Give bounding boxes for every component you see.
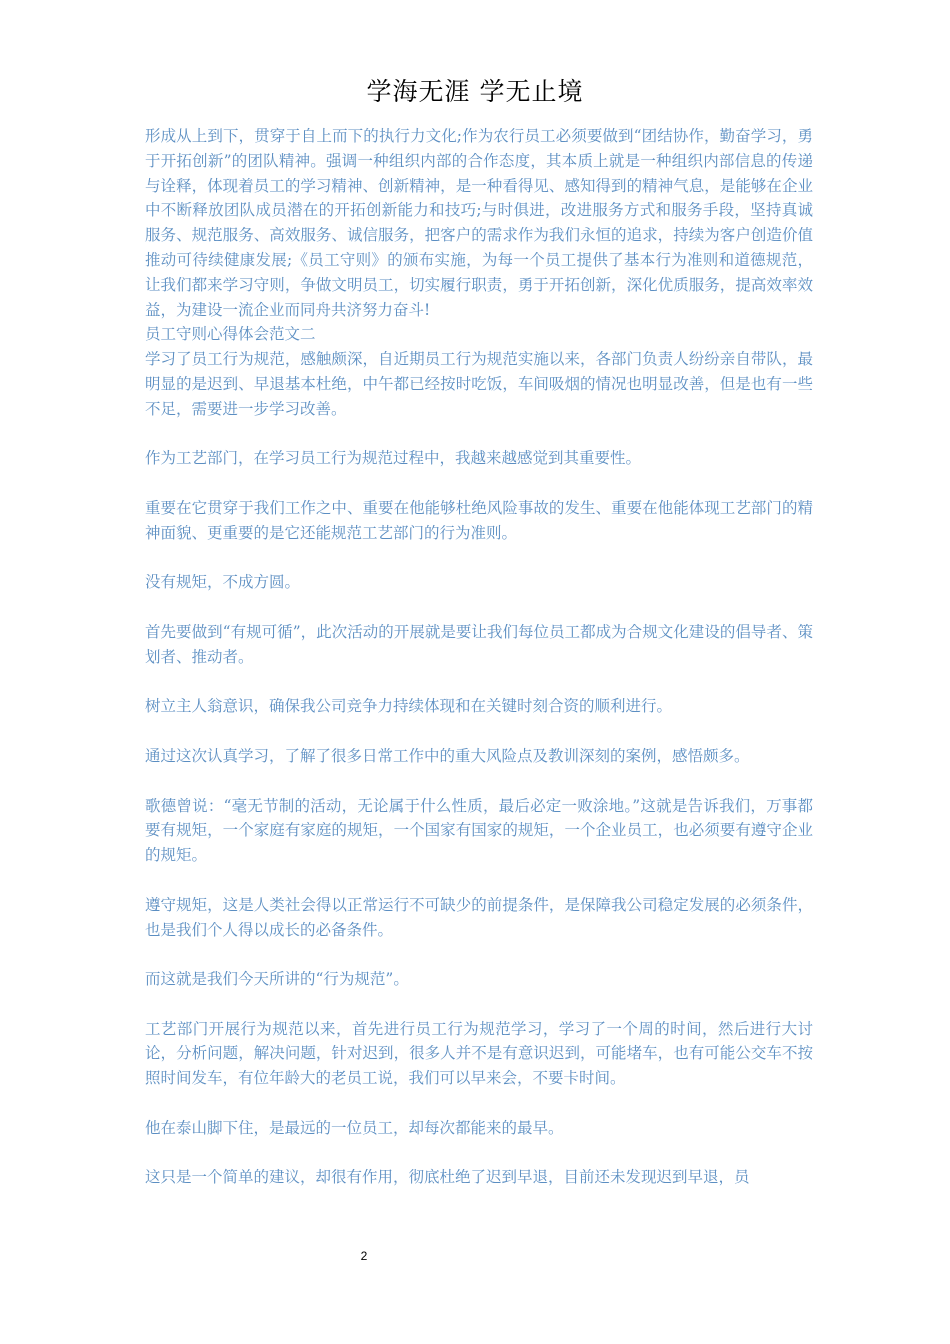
paragraph-5: 没有规矩，不成方圆。 (145, 573, 301, 592)
paragraph-4: 重要在它贯穿于我们工作之中、重要在他能够杜绝风险事故的发生、重要在他能体现工艺部门的精神面貌、更重要的是它还能规范工艺部门的行为准则。 (145, 498, 813, 542)
paragraph-14: 这只是一个简单的建议，却很有作用，彻底杜绝了迟到早退，目前还未发现迟到早退，员 (145, 1168, 750, 1187)
paragraph-10: 遵守规矩，这是人类社会得以正常运行不可缺少的前提条件，是保障我公司稳定发展的必须条件，也是我们个人得以成长的必备条件。 (145, 895, 813, 939)
paragraph-7: 树立主人翁意识，确保我公司竞争力持续体现和在关键时刻合资的顺利进行。 (145, 697, 673, 716)
paragraph-9: 歌德曾说：“毫无节制的活动，无论属于什么性质，最后必定一败涂地。”这就是告诉我们，万事都要有规矩，一个家庭有家庭的规矩，一个国家有国家的规矩，一个企业员工，也必须要有遵守企业的规矩。 (145, 796, 813, 865)
paragraph-12: 工艺部门开展行为规范以来，首先进行员工行为规范学习，学习了一个周的时间，然后进行大讨论，分析问题，解决问题，针对迟到，很多人并不是有意识迟到，可能堵车，也有可能公交车不按照时间发车，有位年龄大的老员工说，我们可以早来会，不要卡时间。 (145, 1019, 813, 1088)
paragraph-1: 形成从上到下，贯穿于自上而下的执行力文化;作为农行员工必须要做到“团结协作，勤奋学习，勇于开拓创新”的团队精神。强调一种组织内部的合作态度，其本质上就是一种组织内部信息的传递与诠释，体现着员工的学习精神、创新精神，是一种看得见、感知得到的精神气息，是能够在企业中不断释放团队成员潜在的开拓创新能力和技巧;与时俱进，改进服务方式和服务手段，坚持真诚服务、规范服务、高效服务、诚信服务，把客户的需求作为我们永恒的追求，持续为客户创造价值推动可待续健康发展;《员工守则》的颁布实施，为每一个员工提供了基本行为准则和道德规范，让我们都来学习守则，争做文明员工，切实履行职责，勇于开拓创新，深化优质服务，提高效率效益，为建设一流企业而同舟共济努力奋斗! (145, 127, 813, 319)
paragraph-8: 通过这次认真学习，了解了很多日常工作中的重大风险点及教训深刻的案例，感悟颇多。 (145, 746, 750, 765)
paragraph-6: 首先要做到“有规可循”，此次活动的开展就是要让我们每位员工都成为合规文化建设的倡导者、策划者、推动者。 (145, 622, 813, 666)
page-header-title: 学海无涯 学无止境 (366, 77, 584, 106)
section-heading: 员工守则心得体会范文二 (145, 325, 316, 344)
page-number: 2 (360, 1249, 368, 1263)
paragraph-13: 他在泰山脚下住，是最远的一位员工，却每次都能来的最早。 (145, 1118, 564, 1137)
paragraph-2: 学习了员工行为规范，感触颇深，自近期员工行为规范实施以来，各部门负责人纷纷亲自带队，最明显的是迟到、早退基本杜绝，中午都已经按时吃饭，车间吸烟的情况也明显改善，但是也有一些不足，需要进一步学习改善。 (145, 350, 813, 418)
paragraph-3: 作为工艺部门，在学习员工行为规范过程中，我越来越感觉到其重要性。 (145, 449, 642, 468)
document-body (145, 124, 813, 1190)
paragraph-11: 而这就是我们今天所讲的“行为规范”。 (145, 970, 409, 989)
